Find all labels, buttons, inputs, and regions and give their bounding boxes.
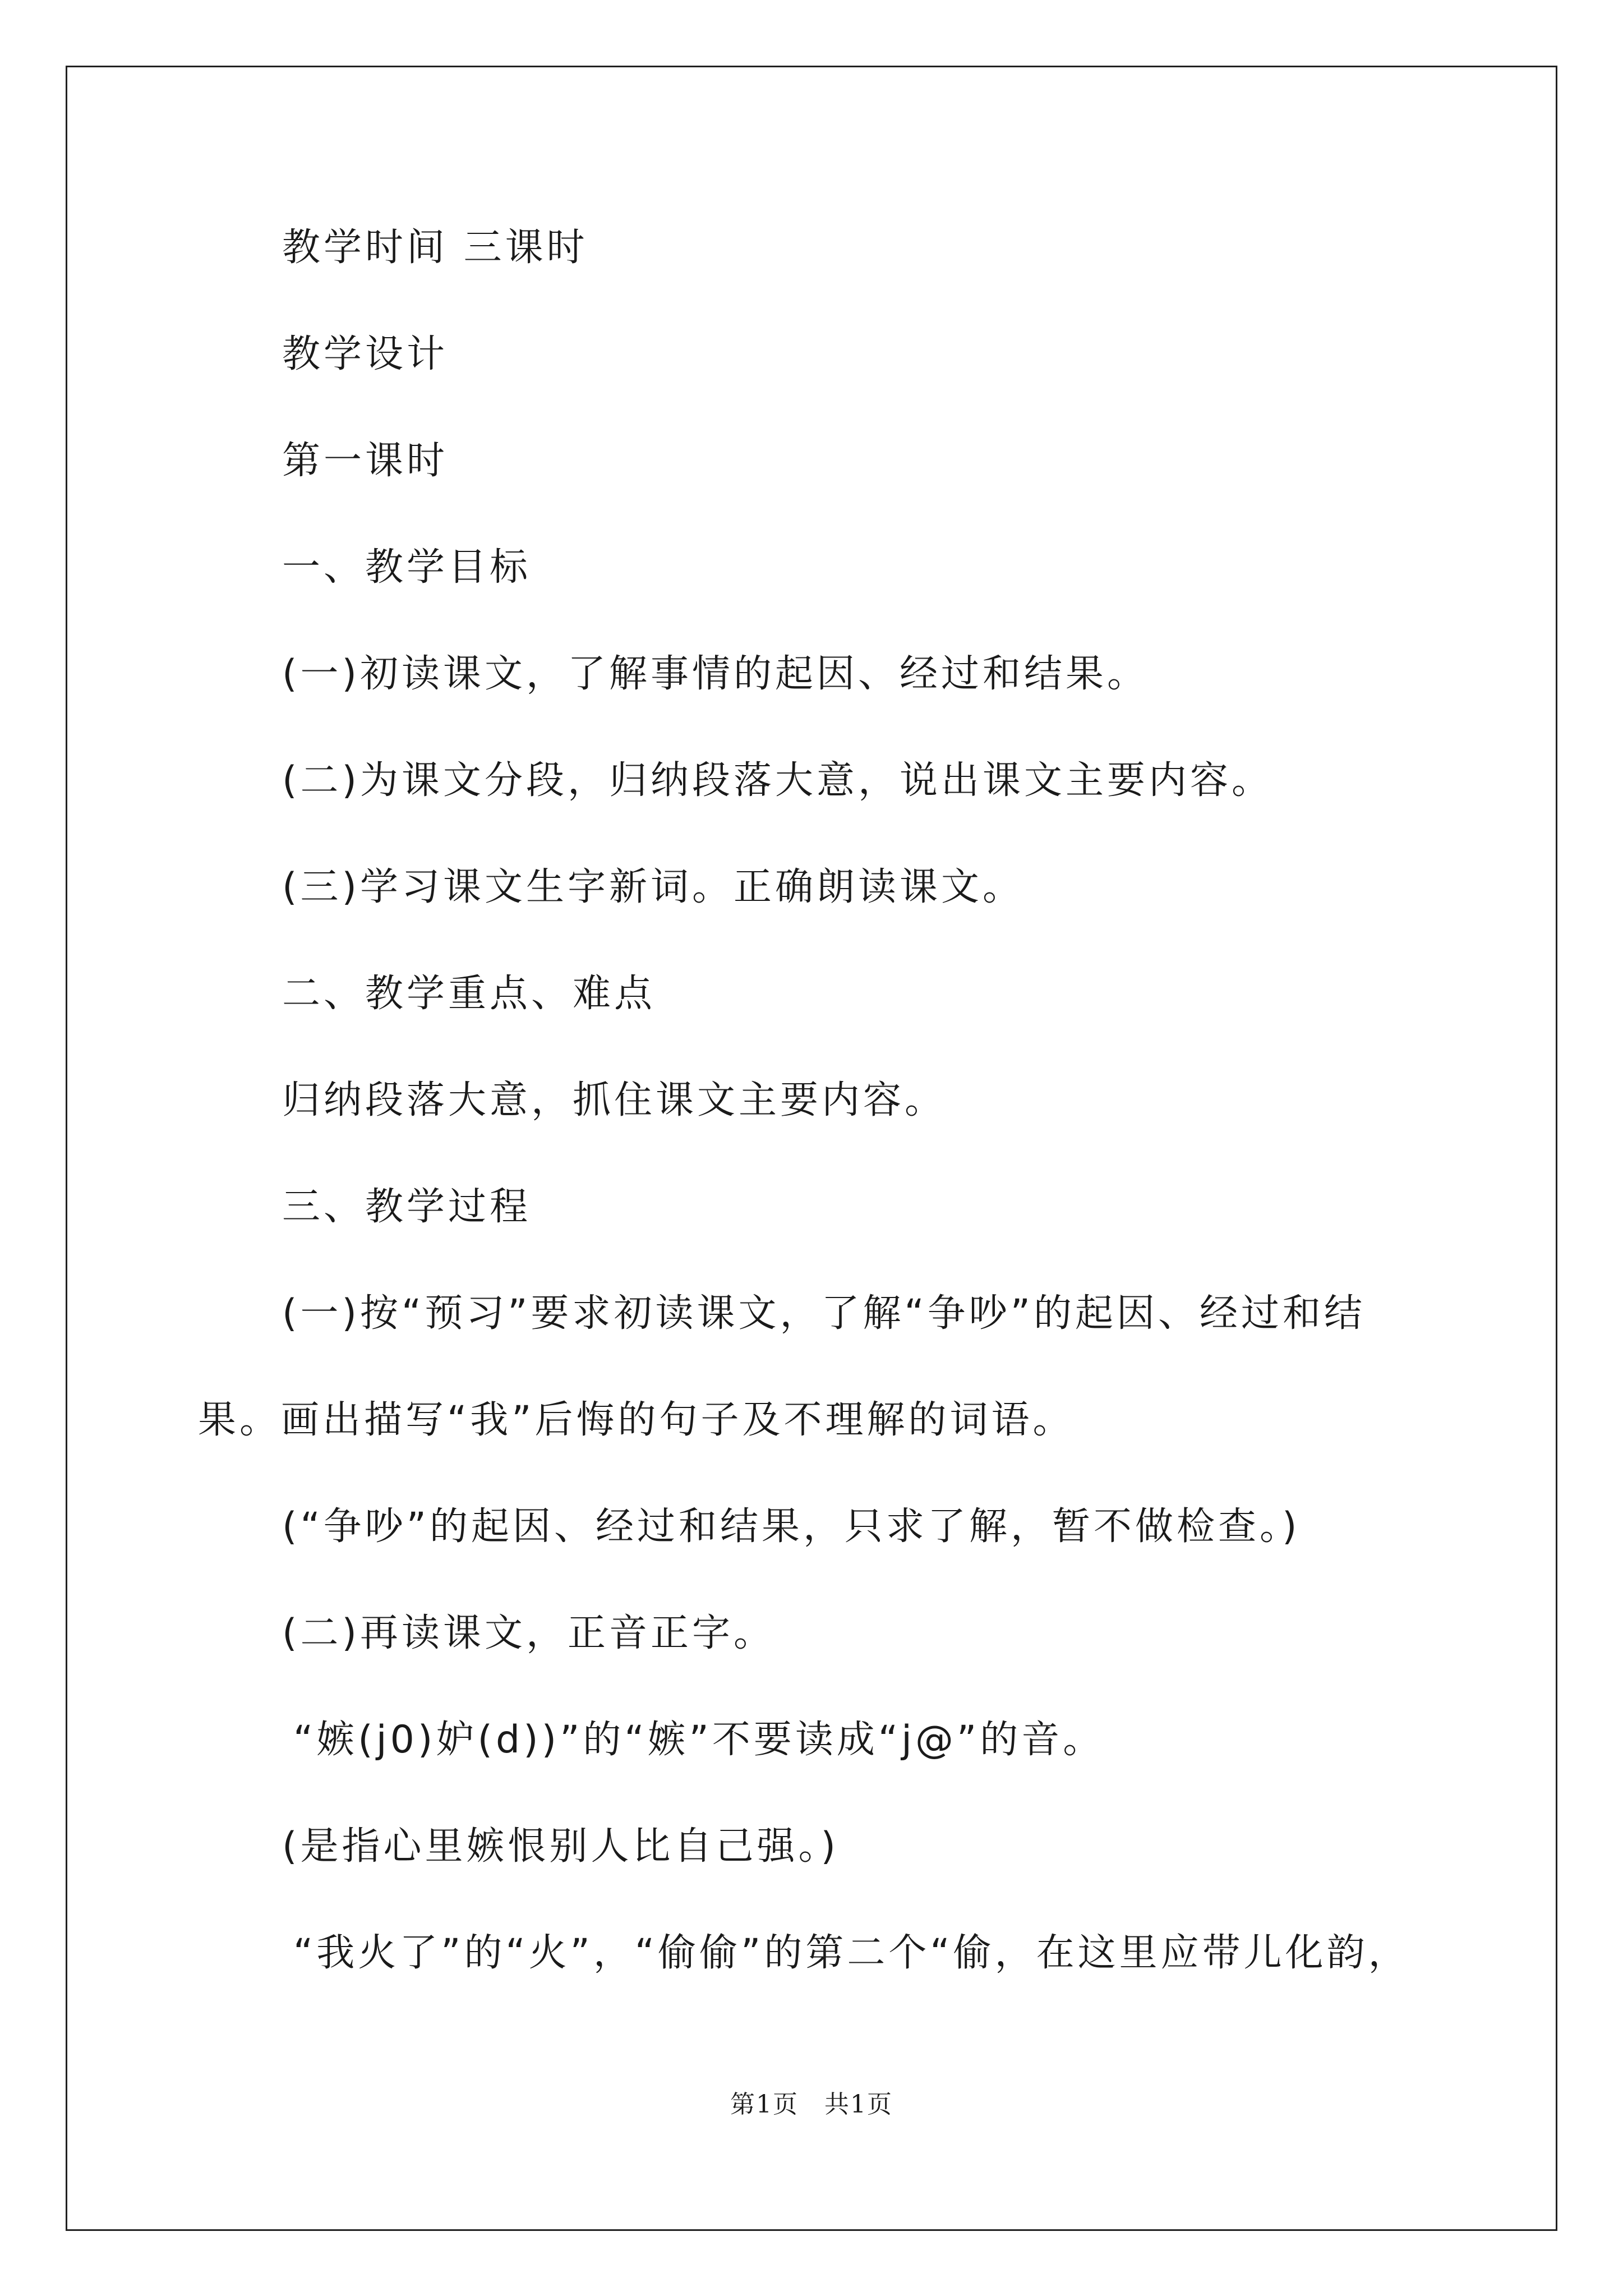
text-line: 一、教学目标 [282, 545, 532, 590]
text-line: (一)初读课文，了解事情的起因、经过和结果。 [282, 652, 1149, 696]
text-line: “我火了”的“火”，“偷偷”的第二个“偷，在这里应带儿化韵， [293, 1931, 1410, 1975]
text-line: (二)再读课文，正音正字。 [282, 1611, 776, 1655]
text-line: 归纳段落大意，抓住课文主要内容。 [282, 1078, 947, 1122]
text-line: 三、教学过程 [282, 1185, 532, 1229]
text-line: (一)按“预习”要求初读课文，了解“争吵”的起因、经过和结 [282, 1291, 1366, 1336]
text-line: 教学设计 [282, 332, 449, 376]
text-line: (二)为课文分段，归纳段落大意，说出课文主要内容。 [282, 758, 1274, 803]
text-line: (是指心里嫉恨别人比自己强。) [282, 1824, 840, 1869]
page-number: 第1页 共1页 [730, 2090, 893, 2119]
text-line: (“争吵”的起因、经过和结果，只求了解，暂不做检查。) [282, 1504, 1301, 1549]
text-line: 第一课时 [282, 439, 449, 483]
text-line: (三)学习课文生字新词。正确朗读课文。 [282, 865, 1025, 909]
text-line: 教学时间 三课时 [282, 226, 588, 270]
text-line: 果。画出描写“我”后悔的句子及不理解的词语。 [198, 1398, 1075, 1442]
text-line: 二、教学重点、难点 [282, 972, 656, 1016]
page-border [66, 66, 1557, 2231]
text-line: “嫉(j0)妒(d))”的“嫉”不要读成“j@”的音。 [293, 1718, 1105, 1762]
